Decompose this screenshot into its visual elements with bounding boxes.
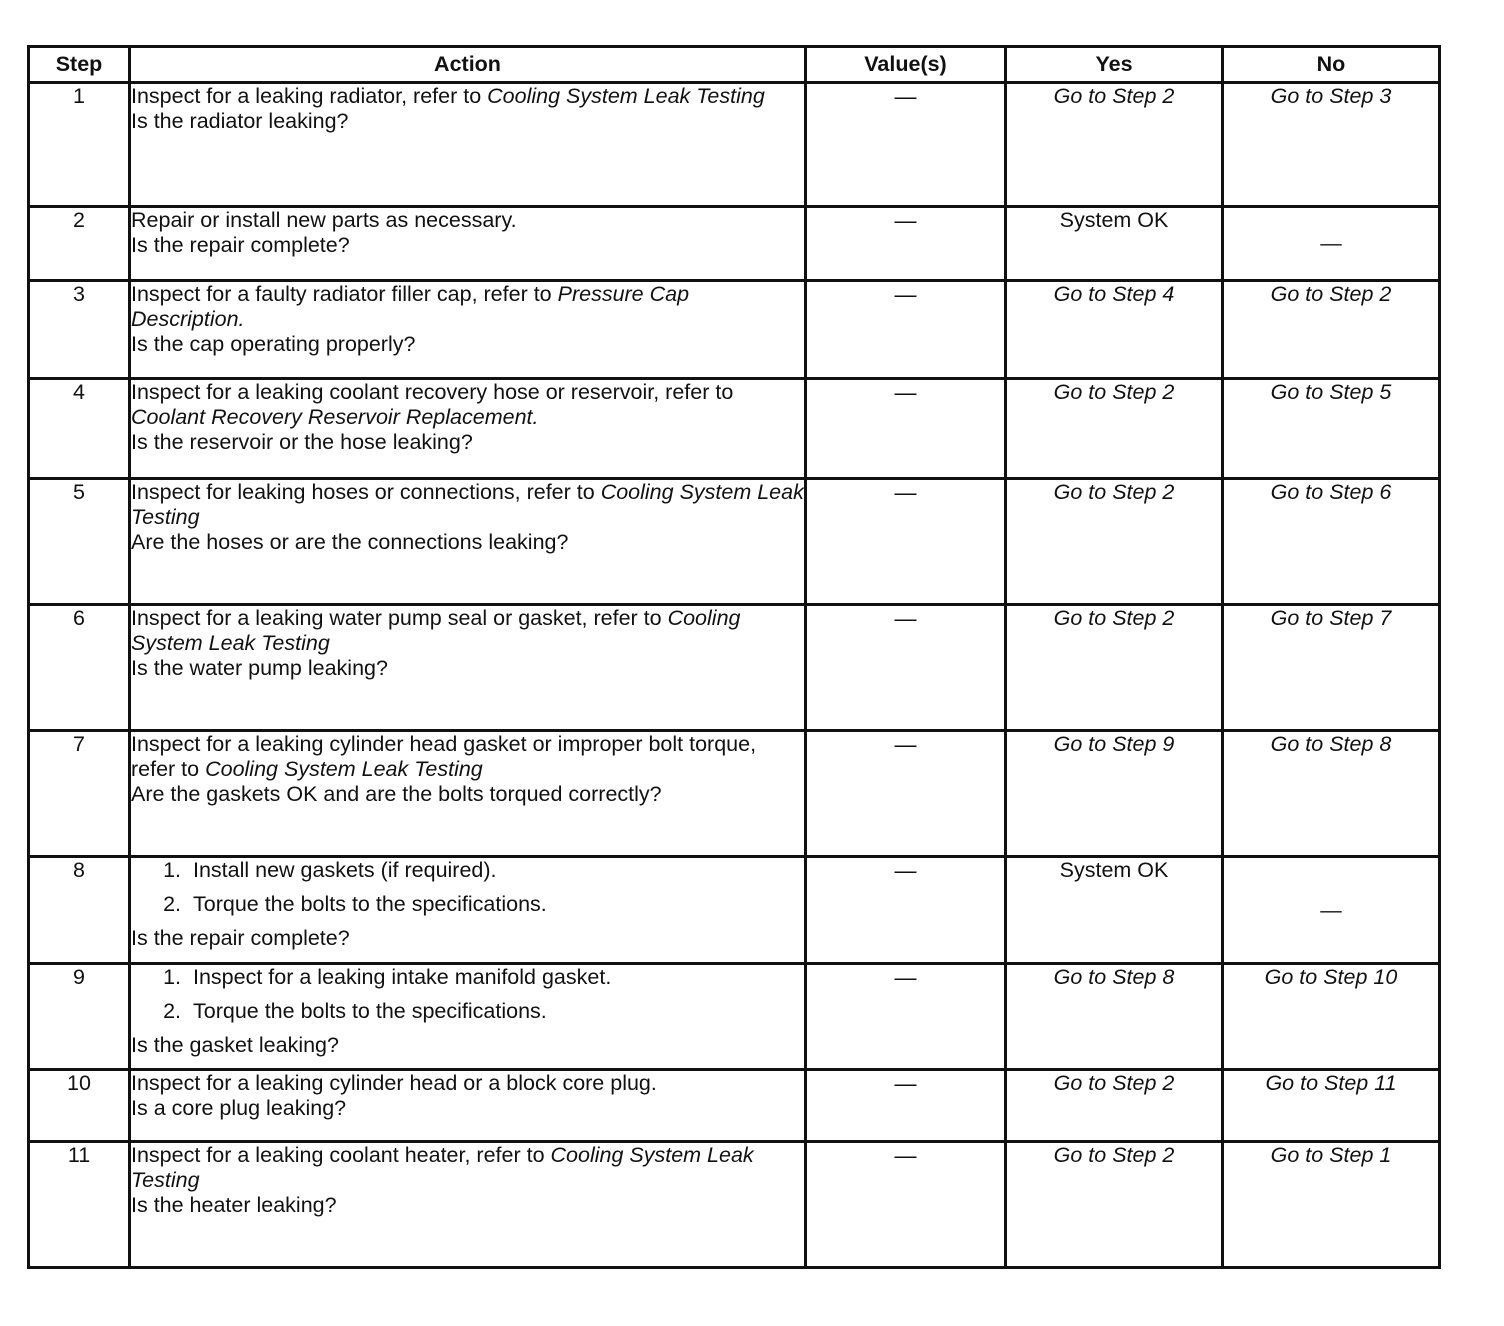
- substep-list: [131, 965, 804, 1033]
- value-cell: —: [806, 605, 1006, 731]
- question-text: Is the reservoir or the hose leaking?: [131, 430, 473, 454]
- question-text: Are the hoses or are the connections leaking?: [131, 530, 569, 554]
- no-column-header: No: [1223, 47, 1440, 83]
- substep-item: 2. Torque the bolts to the specifications.: [187, 999, 804, 1024]
- step-number: 10: [29, 1070, 130, 1142]
- step-number: 9: [29, 964, 130, 1070]
- no-result: Go to Step 11: [1223, 1070, 1440, 1142]
- action-text: Inspect for a leaking coolant heater, refer to Cooling System Leak Testing: [131, 1143, 754, 1192]
- action-text: Inspect for a leaking cylinder head gasket or improper bolt torque, refer to Cooling System Leak Testing: [131, 732, 757, 781]
- table-row: [29, 379, 1440, 479]
- yes-result: Go to Step 4: [1006, 281, 1223, 379]
- question-text: Is the cap operating properly?: [131, 332, 416, 356]
- reference-link-text: Coolant Recovery Reservoir Replacement: [131, 405, 533, 429]
- action-text: Inspect for a leaking water pump seal or gasket, refer to Cooling System Leak Testing: [131, 606, 741, 655]
- step-number: 4: [29, 379, 130, 479]
- action-cell: [130, 605, 806, 731]
- action-text: Repair or install new parts as necessary.: [131, 208, 517, 232]
- value-cell: —: [806, 379, 1006, 479]
- table-row: [29, 1142, 1440, 1268]
- action-cell: [130, 857, 806, 964]
- no-result: Go to Step 2: [1223, 281, 1440, 379]
- action-text: Inspect for a leaking cylinder head or a block core plug.: [131, 1071, 657, 1095]
- action-cell: [130, 964, 806, 1070]
- action-cell: [130, 1142, 806, 1268]
- step-number: 1: [29, 83, 130, 207]
- no-result: Go to Step 3: [1223, 83, 1440, 207]
- yes-result: System OK: [1006, 207, 1223, 281]
- value-cell: —: [806, 281, 1006, 379]
- value-cell: —: [806, 479, 1006, 605]
- question-text: Is the water pump leaking?: [131, 656, 388, 680]
- reference-link-text: Cooling System Leak Testing: [205, 757, 483, 781]
- no-result: Go to Step 8: [1223, 731, 1440, 857]
- yes-result: Go to Step 9: [1006, 731, 1223, 857]
- diagnostic-table: [27, 45, 1441, 1269]
- step-column-header: Step: [29, 47, 130, 83]
- yes-result: Go to Step 2: [1006, 479, 1223, 605]
- no-result: Go to Step 6: [1223, 479, 1440, 605]
- no-result: —: [1223, 207, 1440, 281]
- header-row: [29, 47, 1440, 83]
- yes-result: System OK: [1006, 857, 1223, 964]
- value-cell: —: [806, 207, 1006, 281]
- table-row: [29, 479, 1440, 605]
- table-row: [29, 857, 1440, 964]
- yes-result: Go to Step 2: [1006, 379, 1223, 479]
- no-result: Go to Step 10: [1223, 964, 1440, 1070]
- value-cell: —: [806, 731, 1006, 857]
- value-cell: —: [806, 1142, 1006, 1268]
- value-cell: —: [806, 857, 1006, 964]
- yes-column-header: Yes: [1006, 47, 1223, 83]
- question-text: Is the radiator leaking?: [131, 109, 349, 133]
- action-text: Inspect for a leaking radiator, refer to Cooling System Leak Testing: [131, 84, 765, 108]
- action-cell: [130, 281, 806, 379]
- reference-link-text: Cooling System Leak Testing: [131, 480, 804, 529]
- step-number: 3: [29, 281, 130, 379]
- table-row: [29, 731, 1440, 857]
- no-result: Go to Step 5: [1223, 379, 1440, 479]
- reference-link-text: Cooling System Leak Testing: [131, 606, 741, 655]
- reference-link-text: Cooling System Leak Testing: [131, 1143, 754, 1192]
- yes-result: Go to Step 2: [1006, 1142, 1223, 1268]
- substep-item: 1. Inspect for a leaking intake manifold gasket.: [187, 965, 804, 990]
- table-row: [29, 83, 1440, 207]
- action-text: Inspect for a faulty radiator filler cap, refer to Pressure Cap Description.: [131, 282, 690, 331]
- question-text: Is a core plug leaking?: [131, 1096, 347, 1120]
- yes-result: Go to Step 2: [1006, 1070, 1223, 1142]
- yes-result: Go to Step 8: [1006, 964, 1223, 1070]
- question-text: Are the gaskets OK and are the bolts torqued correctly?: [131, 782, 662, 806]
- no-result: Go to Step 1: [1223, 1142, 1440, 1268]
- values-column-header: Value(s): [806, 47, 1006, 83]
- action-cell: [130, 379, 806, 479]
- yes-result: Go to Step 2: [1006, 83, 1223, 207]
- action-column-header: Action: [130, 47, 806, 83]
- action-cell: [130, 207, 806, 281]
- value-cell: —: [806, 83, 1006, 207]
- table-row: [29, 281, 1440, 379]
- step-number: 2: [29, 207, 130, 281]
- substep-item: 2. Torque the bolts to the specifications.: [187, 892, 804, 917]
- table-row: [29, 605, 1440, 731]
- value-cell: —: [806, 964, 1006, 1070]
- action-text: Inspect for a leaking coolant recovery hose or reservoir, refer to Coolant Recovery Reservoir Replacement.: [131, 380, 734, 429]
- action-cell: [130, 1070, 806, 1142]
- substep-list: [131, 858, 804, 926]
- table-row: [29, 207, 1440, 281]
- step-number: 11: [29, 1142, 130, 1268]
- question-text: Is the repair complete?: [131, 233, 350, 257]
- action-text: Inspect for leaking hoses or connections, refer to Cooling System Leak Testing: [131, 480, 804, 529]
- question-text: Is the gasket leaking?: [131, 1033, 339, 1057]
- table-row: [29, 1070, 1440, 1142]
- table-row: [29, 964, 1440, 1070]
- step-number: 6: [29, 605, 130, 731]
- step-number: 5: [29, 479, 130, 605]
- reference-link-text: Pressure Cap Description: [131, 282, 690, 331]
- action-cell: [130, 479, 806, 605]
- value-cell: —: [806, 1070, 1006, 1142]
- step-number: 8: [29, 857, 130, 964]
- question-text: Is the heater leaking?: [131, 1193, 337, 1217]
- step-number: 7: [29, 731, 130, 857]
- no-result: —: [1223, 857, 1440, 964]
- question-text: Is the repair complete?: [131, 926, 350, 950]
- no-result: Go to Step 7: [1223, 605, 1440, 731]
- action-cell: [130, 83, 806, 207]
- action-cell: [130, 731, 806, 857]
- reference-link-text: Cooling System Leak Testing: [487, 84, 765, 108]
- substep-item: 1. Install new gaskets (if required).: [187, 858, 804, 883]
- yes-result: Go to Step 2: [1006, 605, 1223, 731]
